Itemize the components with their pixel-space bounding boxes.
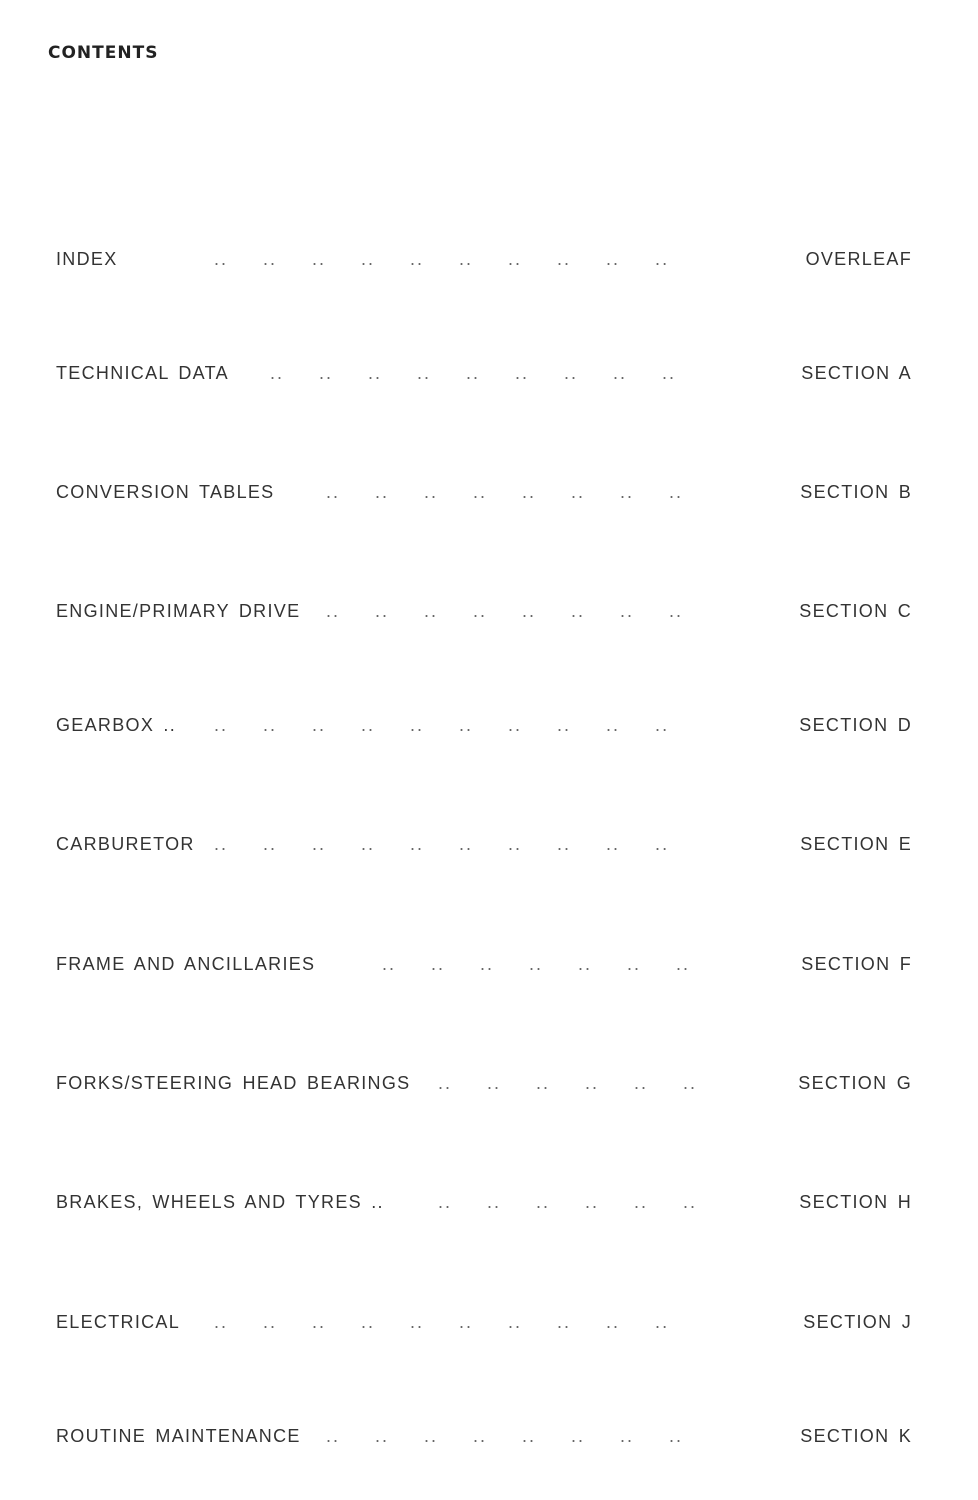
toc-entry-section: SECTION H [799, 1192, 912, 1212]
toc-entry-section: SECTION E [800, 834, 912, 854]
toc-entry-section: SECTION G [798, 1073, 912, 1093]
toc-entry-frame-and-ancillaries[interactable] [56, 949, 912, 979]
toc-entry-forks-steering-head-bearings[interactable] [56, 1068, 912, 1098]
toc-entry-label: FORKS/STEERING HEAD BEARINGS [56, 1073, 411, 1093]
toc-entry-conversion-tables[interactable] [56, 477, 912, 507]
toc-entry-brakes-wheels-and-tyres[interactable] [56, 1187, 912, 1217]
toc-entry-label: BRAKES, WHEELS AND TYRES .. [56, 1192, 384, 1212]
toc-entry-label: CARBURETOR [56, 834, 195, 854]
toc-entry-label: GEARBOX .. [56, 715, 177, 735]
toc-entry-label: ENGINE/PRIMARY DRIVE [56, 601, 301, 621]
toc-entry-section: SECTION A [801, 363, 912, 383]
dot-leader: .. .. .. .. .. .. .. .. .. .. [214, 1312, 670, 1332]
toc-entry-index[interactable] [56, 244, 912, 274]
toc-entry-label: FRAME AND ANCILLARIES [56, 954, 316, 974]
toc-entry-label: TECHNICAL DATA [56, 363, 229, 383]
dot-leader: .. .. .. .. .. .. .. .. [326, 482, 684, 502]
toc-entry-electrical[interactable] [56, 1307, 912, 1337]
toc-entry-section: SECTION C [799, 601, 912, 621]
toc-entry-label: ELECTRICAL [56, 1312, 181, 1332]
dot-leader: .. .. .. .. .. .. .. .. .. .. [214, 715, 670, 735]
toc-entry-section: SECTION J [803, 1312, 912, 1332]
page-title: CONTENTS [48, 43, 159, 63]
toc-entry-label: INDEX [56, 249, 118, 269]
toc-entry-section: OVERLEAF [805, 249, 912, 269]
toc-entry-section: SECTION F [801, 954, 912, 974]
dot-leader: .. .. .. .. .. .. [438, 1073, 698, 1093]
toc-entry-label: ROUTINE MAINTENANCE [56, 1426, 301, 1446]
dot-leader: .. .. .. .. .. .. .. .. .. .. [214, 834, 670, 854]
toc-entry-technical-data[interactable] [56, 358, 912, 388]
toc-entry-routine-maintenance[interactable] [56, 1421, 912, 1451]
toc-entry-label: CONVERSION TABLES [56, 482, 275, 502]
toc-entry-engine-primary-drive[interactable] [56, 596, 912, 626]
toc-entry-section: SECTION B [800, 482, 912, 502]
toc-entry-gearbox[interactable] [56, 710, 912, 740]
toc-entry-carburetor[interactable] [56, 829, 912, 859]
dot-leader: .. .. .. .. .. .. .. .. .. .. [214, 249, 670, 269]
dot-leader: .. .. .. .. .. .. .. [382, 954, 691, 974]
dot-leader: .. .. .. .. .. .. .. .. [326, 601, 684, 621]
toc-entry-section: SECTION K [800, 1426, 912, 1446]
dot-leader: .. .. .. .. .. .. .. .. [326, 1426, 684, 1446]
toc-entry-section: SECTION D [799, 715, 912, 735]
dot-leader: .. .. .. .. .. .. [438, 1192, 698, 1212]
dot-leader: .. .. .. .. .. .. .. .. .. [270, 363, 677, 383]
